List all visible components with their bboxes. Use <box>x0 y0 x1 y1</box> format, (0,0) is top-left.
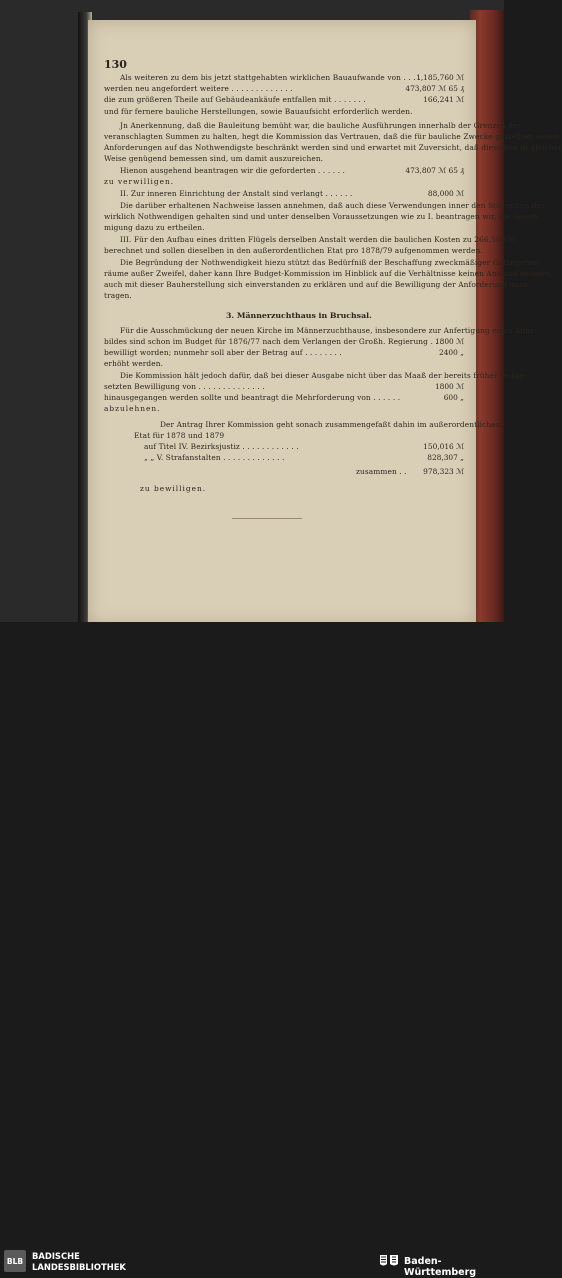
text-line: migung dazu zu ertheilen. <box>104 223 205 232</box>
text-line: II. Zur inneren Einrichtung der Anstalt sind verlangt . . . . . . <box>120 189 353 198</box>
summary-total: 978,323 ℳ <box>423 467 464 476</box>
text-line: Anforderungen auf das Nothwendigste beschränkt werden sind und erwartet mit Zuversicht, daß dieselben in gleicher <box>104 143 562 152</box>
text-line: hinausgegangen werden sollte und beantragt die Mehrforderung von . . . . . . <box>104 393 401 402</box>
text-line: Die darüber erhaltenen Nachweise lassen annehmen, daß auch diese Verwendungen inner den Schranken des <box>120 201 545 210</box>
amount: 150,016 ℳ <box>423 442 464 451</box>
text-line: auch mit dieser Bauherstellung sich einverstanden zu erklären und auf die Bewilligung der Anforderung anzu- <box>104 280 531 289</box>
text-line: die zum größeren Theile auf Gebäudeankäufe entfallen mit . . . . . . . <box>104 95 366 104</box>
text-line: erhöht werden. <box>104 359 164 368</box>
section-title: 3. Männerzuchthaus in Bruchsal. <box>226 311 372 320</box>
library-name <box>32 1251 126 1272</box>
text-line: Jn Anerkennung, daß die Bauleitung bemüht war, die bauliche Ausführungen innerhalb der Grenzen der <box>120 121 522 130</box>
summary-intro: Der Antrag Ihrer Kommission geht sonach zusammengefaßt dahin im außerordentlichen <box>160 420 501 429</box>
text-line: veranschlagten Summen zu halten, hegt die Kommission das Vertrauen, daß die für bauliche Zwecke gestellten neuen <box>104 132 560 141</box>
text-line: Die Kommission hält jedoch dafür, daß bei dieser Ausgabe nicht über das Maaß der bereits früher festge- <box>120 371 527 380</box>
text-line: bewilligt worden; nunmehr soll aber der Betrag auf . . . . . . . . <box>104 348 342 357</box>
text-line: und für fernere bauliche Herstellungen, sowie Bauaufsicht erforderlich werden. <box>104 107 413 116</box>
text-line: setzten Bewilligung von . . . . . . . . . . . . . . <box>104 382 265 391</box>
text-line: räume außer Zweifel, daher kann Ihre Budget-Kommission im Hinblick auf die Verhältnisse keinen Anstand nehmen, <box>104 269 554 278</box>
amount: 473,807 ℳ 65 ₰ <box>405 84 464 93</box>
text-line: bildes sind schon im Budget für 1876/77 nach dem Verlangen der Großh. Regierung . . . <box>104 337 443 346</box>
library-name-line1: BADISCHE <box>32 1251 80 1261</box>
text-line: Die Begründung der Nothwendigkeit hiezu stützt das Bedürfniß der Beschaffung zweckmäßiger Gefangenen- <box>120 258 542 267</box>
amount: 600 „ <box>443 393 464 402</box>
page-number: 130 <box>104 58 127 71</box>
summary-total-label: zusammen . . <box>356 467 407 476</box>
scanned-page-area <box>0 0 562 622</box>
amount: 828,307 „ <box>427 453 464 462</box>
amount: 473,807 ℳ 65 ₰ <box>405 166 464 175</box>
text-line: werden neu angefordert weitere . . . . . . . . . . . . . <box>104 84 293 93</box>
summary-intro: Etat für 1878 und 1879 <box>134 431 225 440</box>
text-line: zu verwilligen. <box>104 177 175 186</box>
amount: 1,185,760 ℳ <box>416 73 464 82</box>
state-name: Baden-Württemberg <box>404 1256 477 1278</box>
amount: 1800 ℳ <box>434 337 464 346</box>
text-line: berechnet und sollen dieselben in den außerordentlichen Etat pro 1878/79 aufgenommen werden. <box>104 246 483 255</box>
summary-line: „ „ V. Strafanstalten . . . . . . . . . . . . . <box>144 453 285 462</box>
blb-logo-icon: BLB <box>4 1250 26 1272</box>
text-line: Für die Ausschmückung der neuen Kirche im Männerzuchthause, insbesondere zur Anfertigung eines Altar- <box>120 326 537 335</box>
text-line: Hienon ausgehend beantragen wir die geforderten . . . . . . <box>120 166 345 175</box>
closing-rule <box>232 518 302 519</box>
footer-bar <box>0 622 504 1278</box>
closing-line: zu bewilligen. <box>140 484 207 493</box>
amount: 1800 ℳ <box>434 382 464 391</box>
text-line: wirklich Nothwendigen gehalten sind und unter denselben Voraussetzungen wie zu I. beantragen wir, die Geneh- <box>104 212 541 221</box>
text-line: Weise genügend bemessen sind, um damit auszureichen. <box>104 154 324 163</box>
text-line: tragen. <box>104 291 132 300</box>
text-line: III. Für den Aufbau eines dritten Flügels derselben Anstalt werden die baulichen Kosten zu 266,500 ℳ <box>120 235 516 244</box>
summary-line: auf Titel IV. Bezirksjustiz . . . . . . . . . . . . <box>144 442 299 451</box>
library-name-line2: LANDESBIBLIOTHEK <box>32 1261 126 1272</box>
amount: 88,000 ℳ <box>427 189 464 198</box>
amount: 2400 „ <box>439 348 464 357</box>
text-line: abzulehnen. <box>104 404 161 413</box>
amount: 166,241 ℳ <box>423 95 464 104</box>
coat-of-arms-icon <box>378 1252 400 1270</box>
text-line: Als weiteren zu dem bis jetzt stattgehabten wirklichen Bauaufwande von . . . . <box>120 73 421 82</box>
